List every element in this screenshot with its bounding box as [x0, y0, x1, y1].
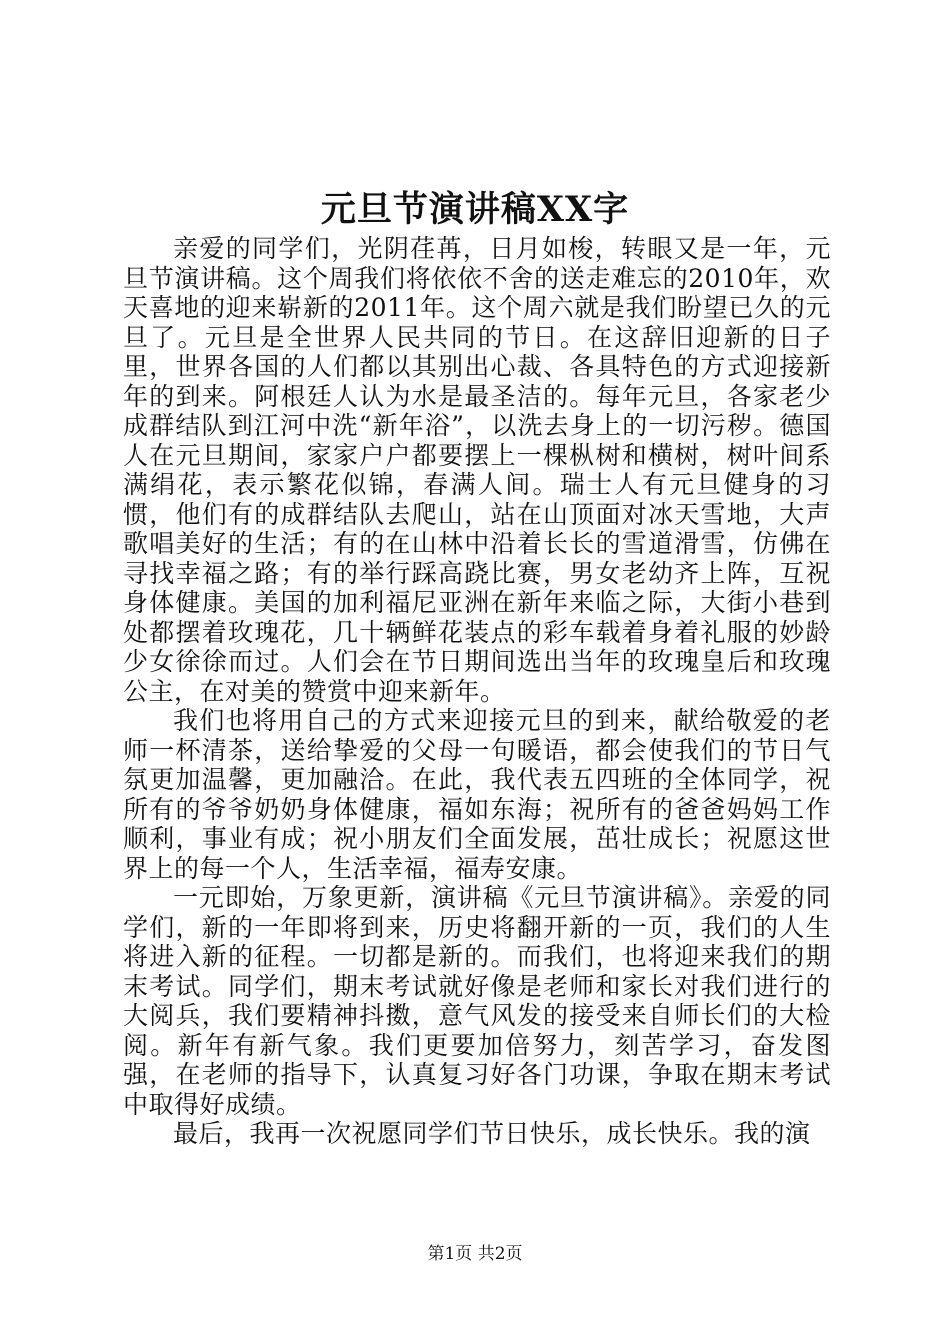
paragraph-4: 最后，我再一次祝愿同学们节日快乐，成长快乐。我的演: [173, 1119, 811, 1148]
paragraph-3: 一元即始，万象更新，演讲稿《元旦节演讲稿》。亲爱的同学们，新的一年即将到来，历史将翻开新的一页，我们的人生将进入新的征程。一切都是新的。而我们，也将迎来我们的期末考试。同学们，期末考试就好像是老师和家长对我们进行的大阅兵，我们要精神抖擞，意气风发的接受来自师长们的大检阅。新年有新气象。我们更要加倍努力，刻苦学习，奋发图强，在老师的指导下，认真复习好各门功课，争取在期末考试中取得好成绩。: [123, 883, 831, 1119]
page-title: 元旦节演讲稿XX字: [320, 189, 630, 230]
document-body: [123, 234, 831, 1149]
paragraph-1: 亲爱的同学们，光阴荏苒，日月如梭，转眼又是一年，元旦节演讲稿。这个周我们将依依不舍的送走难忘的2010年，欢天喜地的迎来崭新的2011年。这个周六就是我们盼望已久的元旦了。元旦是全世界人民共同的节日。在这辞旧迎新的日子里，世界各国的人们都以其别出心裁、各具特色的方式迎接新年的到来。阿根廷人认为水是最圣洁的。每年元旦，各家老少成群结队到江河中洗“新年浴”，以洗去身上的一切污秽。德国人在元旦期间，家家户户都要摆上一棵枞树和横树，树叶间系满绢花，表示繁花似锦，春满人间。瑞士人有元旦健身的习惯，他们有的成群结队去爬山，站在山顶面对冰天雪地，大声歌唱美好的生活；有的在山林中沿着长长的雪道滑雪，仿佛在寻找幸福之路；有的举行踩高跷比赛，男女老幼齐上阵，互祝身体健康。美国的加利福尼亚洲在新年来临之际，大街小巷到处都摆着玫瑰花，几十辆鲜花装点的彩车载着身着礼服的妙龄少女徐徐而过。人们会在节日期间选出当年的玫瑰皇后和玫瑰公主，在对美的赞赏中迎来新年。: [123, 234, 831, 706]
page-footer: 第1页 共2页: [427, 1244, 523, 1264]
paragraph-2: 我们也将用自己的方式来迎接元旦的到来，献给敬爱的老师一杯清茶，送给挚爱的父母一句暖语，都会使我们的节日气氛更加温馨，更加融洽。在此，我代表五四班的全体同学，祝所有的爷爷奶奶身体健康，福如东海；祝所有的爸爸妈妈工作顺利，事业有成；祝小朋友们全面发展，茁壮成长；祝愿这世界上的每一个人，生活幸福，福寿安康。: [123, 706, 831, 883]
